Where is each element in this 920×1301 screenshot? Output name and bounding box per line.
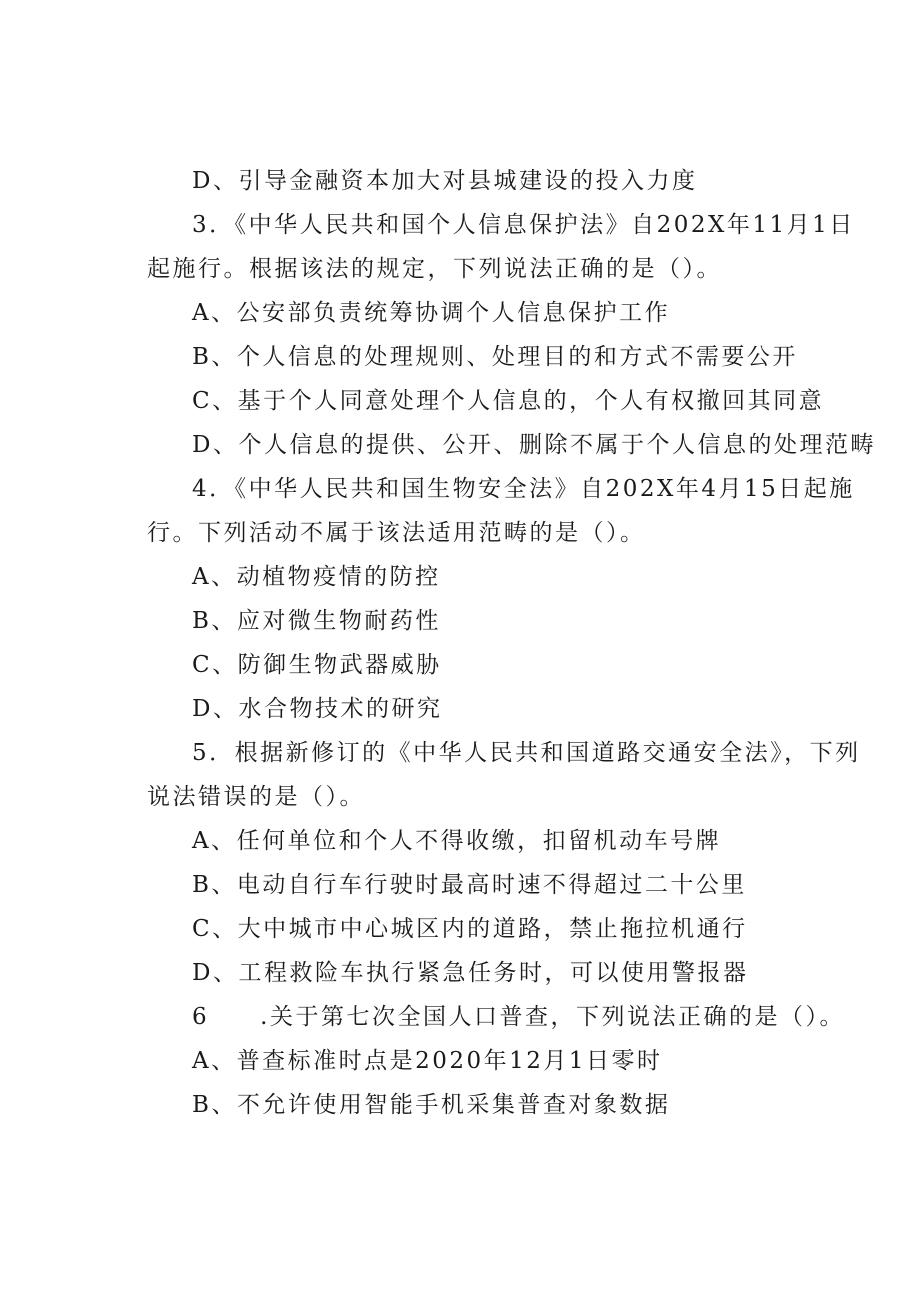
question-3-line-2: 起施行。根据该法的规定，下列说法正确的是（）。 <box>147 256 722 282</box>
option-d-q5: D、工程救险车执行紧急任务时，可以使用警报器 <box>192 960 749 986</box>
option-b-q6: B、不允许使用智能手机采集普查对象数据 <box>192 1092 671 1118</box>
option-c-q3: C、基于个人同意处理个人信息的，个人有权撤回其同意 <box>192 388 825 414</box>
question-5-line-2: 说法错误的是（）。 <box>147 784 365 810</box>
option-a-q6: A、普查标准时点是2020年12月1日零时 <box>192 1048 663 1074</box>
option-a-q4: A、动植物疫情的防控 <box>192 564 441 590</box>
option-c-q4: C、防御生物武器威胁 <box>192 652 442 678</box>
question-6-line-1: 6 .关于第七次全国人口普查，下列说法正确的是（）。 <box>192 1004 845 1030</box>
option-a-q5: A、任何单位和个人不得收缴，扣留机动车号牌 <box>192 828 722 854</box>
question-4-line-2: 行。下列活动不属于该法适用范畴的是（）。 <box>147 520 646 546</box>
option-d-q3: D、个人信息的提供、公开、删除不属于个人信息的处理范畴 <box>192 432 876 458</box>
question-5-line-1: 5．根据新修订的《中华人民共和国道路交通安全法》，下列 <box>192 740 861 766</box>
question-4-line-1: 4．《中华人民共和国生物安全法》自202X年4月15日起施 <box>192 476 855 502</box>
option-a-q3: A、公安部负责统筹协调个人信息保护工作 <box>192 300 671 326</box>
option-d-q4: D、水合物技术的研究 <box>192 696 443 722</box>
question-3-line-1: 3．《中华人民共和国个人信息保护法》自202X年11月1日 <box>192 212 855 238</box>
option-c-q5: C、大中城市中心城区内的道路，禁止拖拉机通行 <box>192 916 748 942</box>
option-b-q3: B、个人信息的处理规则、处理目的和方式不需要公开 <box>192 344 798 370</box>
option-b-q5: B、电动自行车行驶时最高时速不得超过二十公里 <box>192 872 747 898</box>
option-d-q2: D、引导金融资本加大对县城建设的投入力度 <box>192 168 698 194</box>
option-b-q4: B、应对微生物耐药性 <box>192 608 441 634</box>
